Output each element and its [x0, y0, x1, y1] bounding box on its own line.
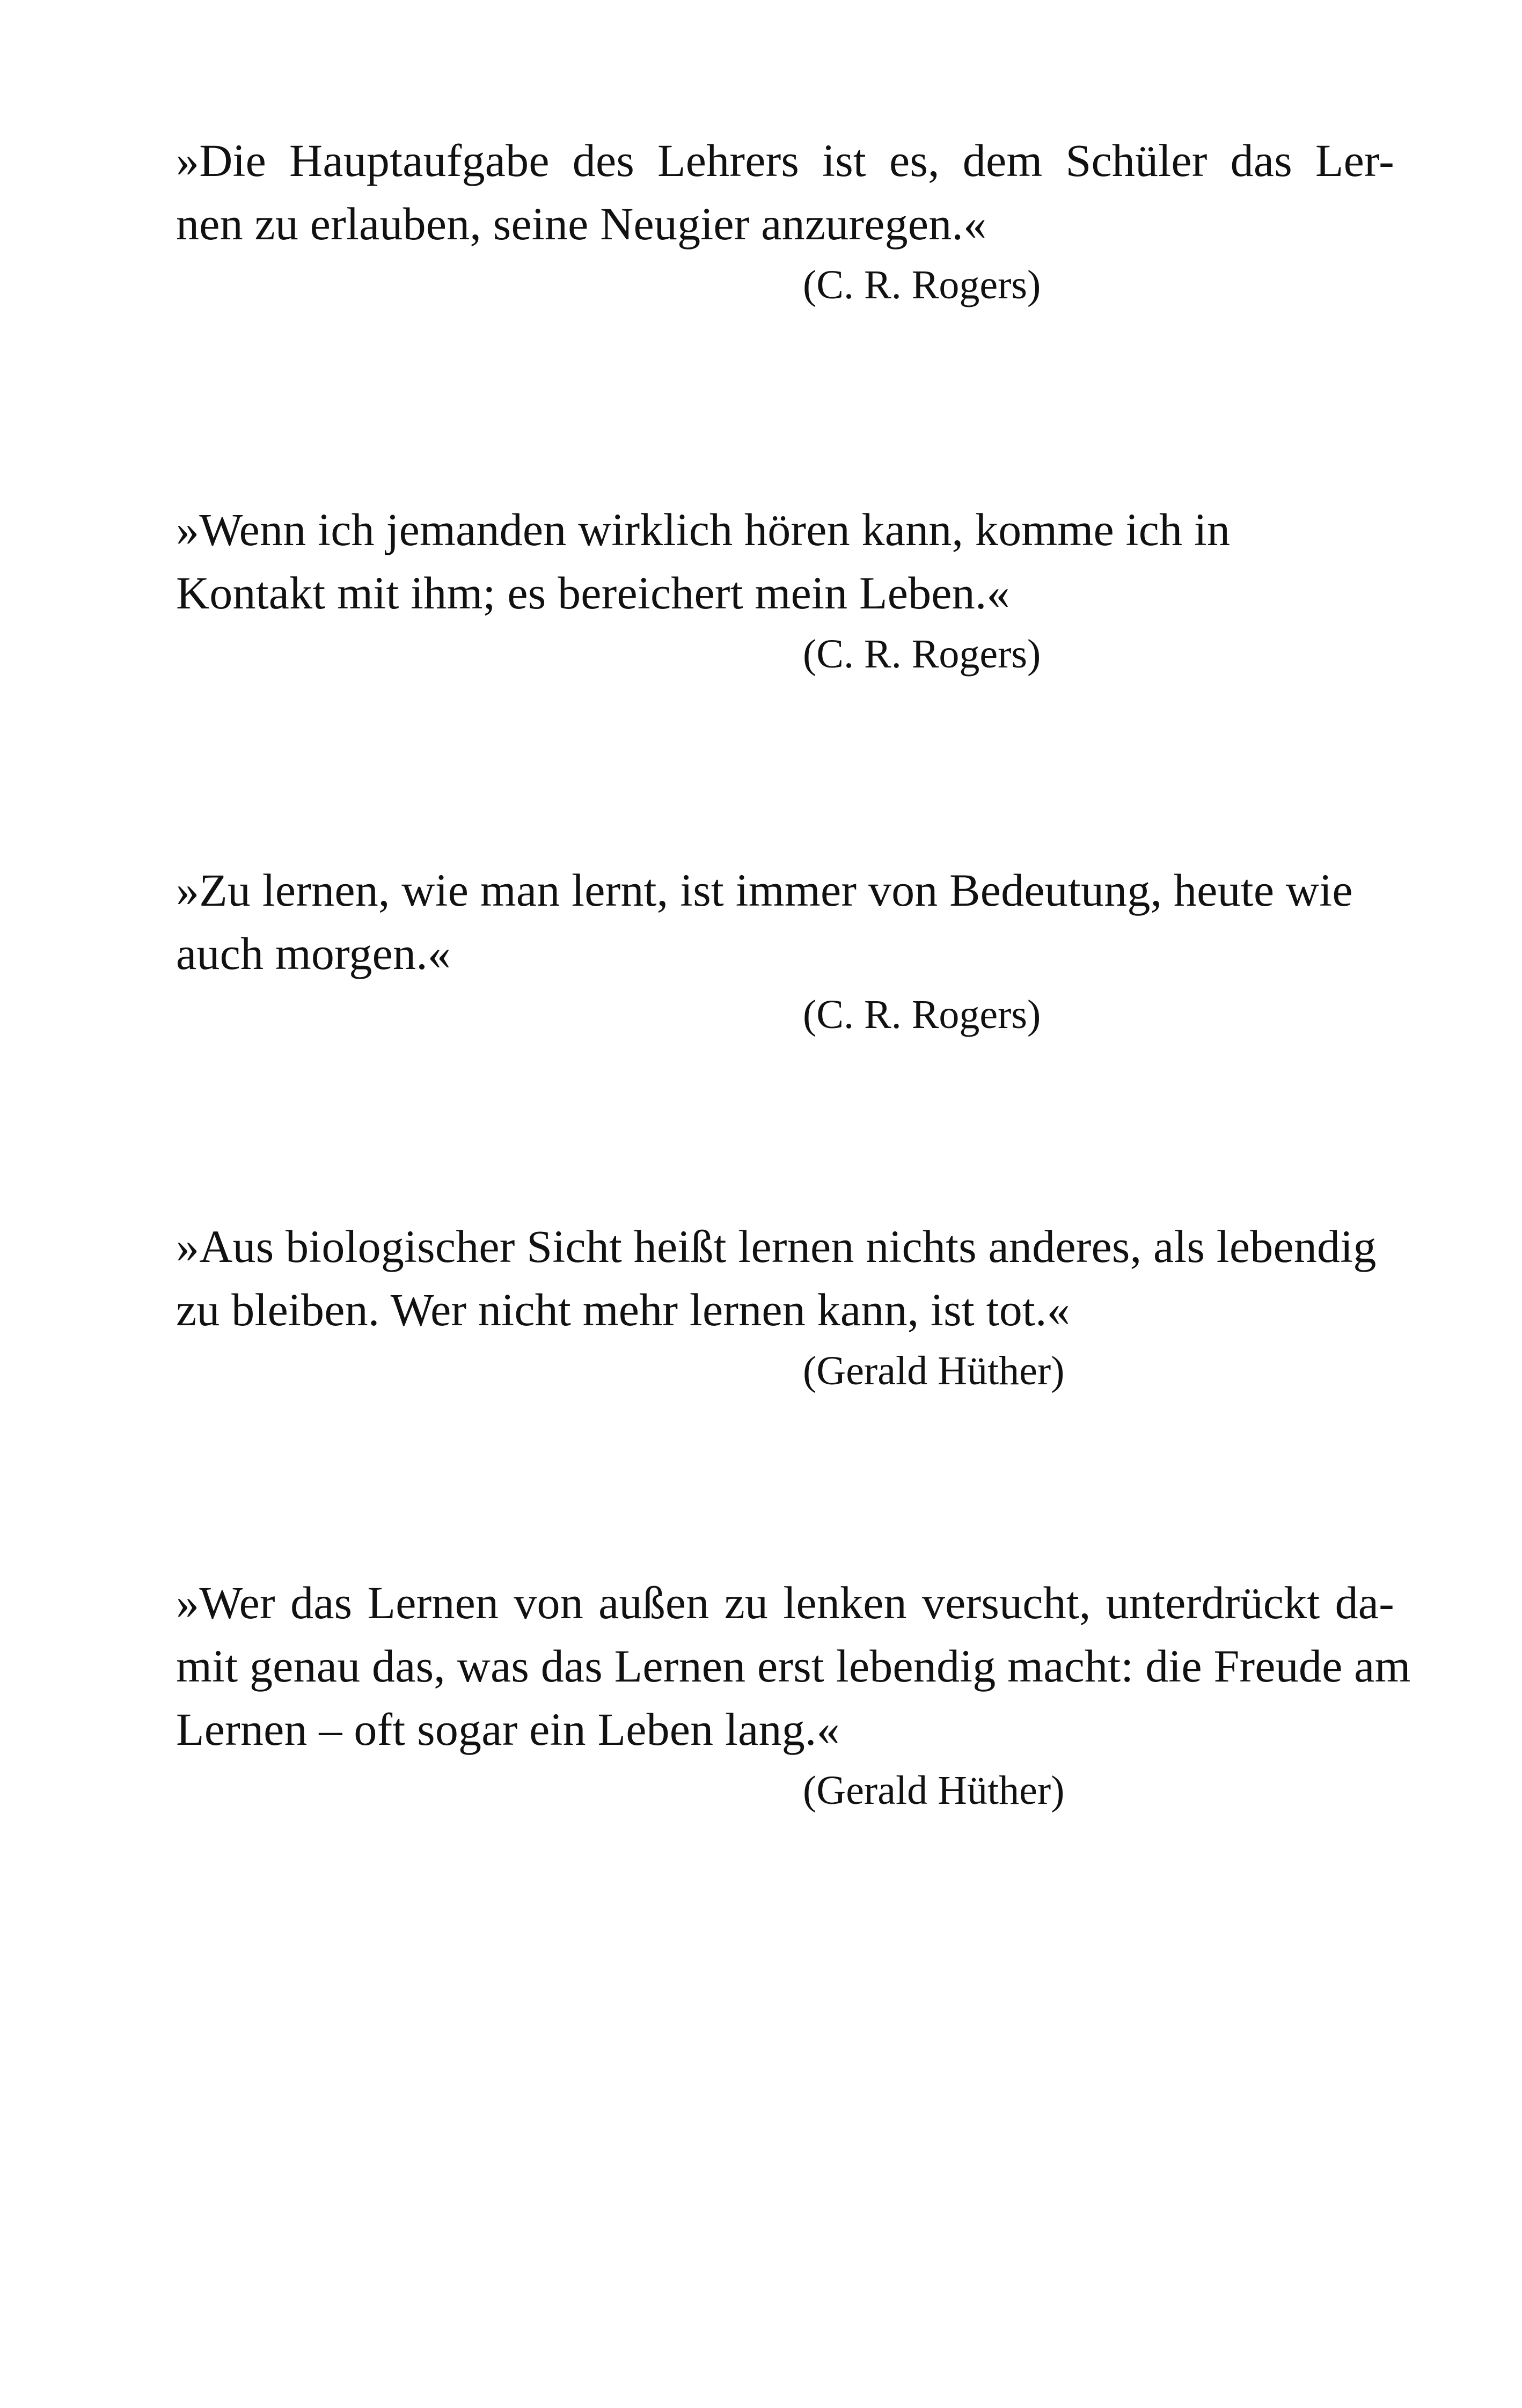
quote-block-rogers-1 [176, 129, 1394, 314]
quote-line: »Wer das Lernen von außen zu lenken versucht, unterdrückt da- [176, 1577, 1394, 1628]
quote-attribution: (C. R. Rogers) [803, 992, 1041, 1037]
quote-line: »Aus biologischer Sicht heißt lernen nichts anderes, als lebendig [176, 1221, 1377, 1272]
quote-attribution: (Gerald Hüther) [803, 1768, 1065, 1813]
quote-line: »Die Hauptaufgabe des Lehrers ist es, dem Schüler das Ler- [176, 135, 1394, 186]
quote-block-huether-1 [176, 1215, 1394, 1400]
quote-line: Lernen – oft sogar ein Leben lang.« [176, 1704, 840, 1755]
quote-block-rogers-2 [176, 498, 1394, 684]
quote-line: auch morgen.« [176, 928, 451, 979]
quote-attribution: (C. R. Rogers) [803, 262, 1041, 307]
quote-line: »Wenn ich jemanden wirklich hören kann, komme ich in [176, 504, 1231, 555]
quote-attribution: (C. R. Rogers) [803, 632, 1041, 677]
quote-line: Kontakt mit ihm; es bereichert mein Leben.« [176, 567, 1010, 619]
quote-line: »Zu lernen, wie man lernt, ist immer von Bedeutung, heute wie [176, 864, 1353, 916]
quote-line: mit genau das, was das Lernen erst lebendig macht: die Freude am [176, 1640, 1411, 1692]
quote-attribution: (Gerald Hüther) [803, 1348, 1065, 1393]
quote-line: nen zu erlauben, seine Neugier anzuregen.« [176, 198, 987, 249]
quote-block-rogers-3 [176, 858, 1394, 1044]
quote-block-huether-2 [176, 1571, 1411, 1820]
quote-line: zu bleiben. Wer nicht mehr lernen kann, ist tot.« [176, 1284, 1070, 1335]
